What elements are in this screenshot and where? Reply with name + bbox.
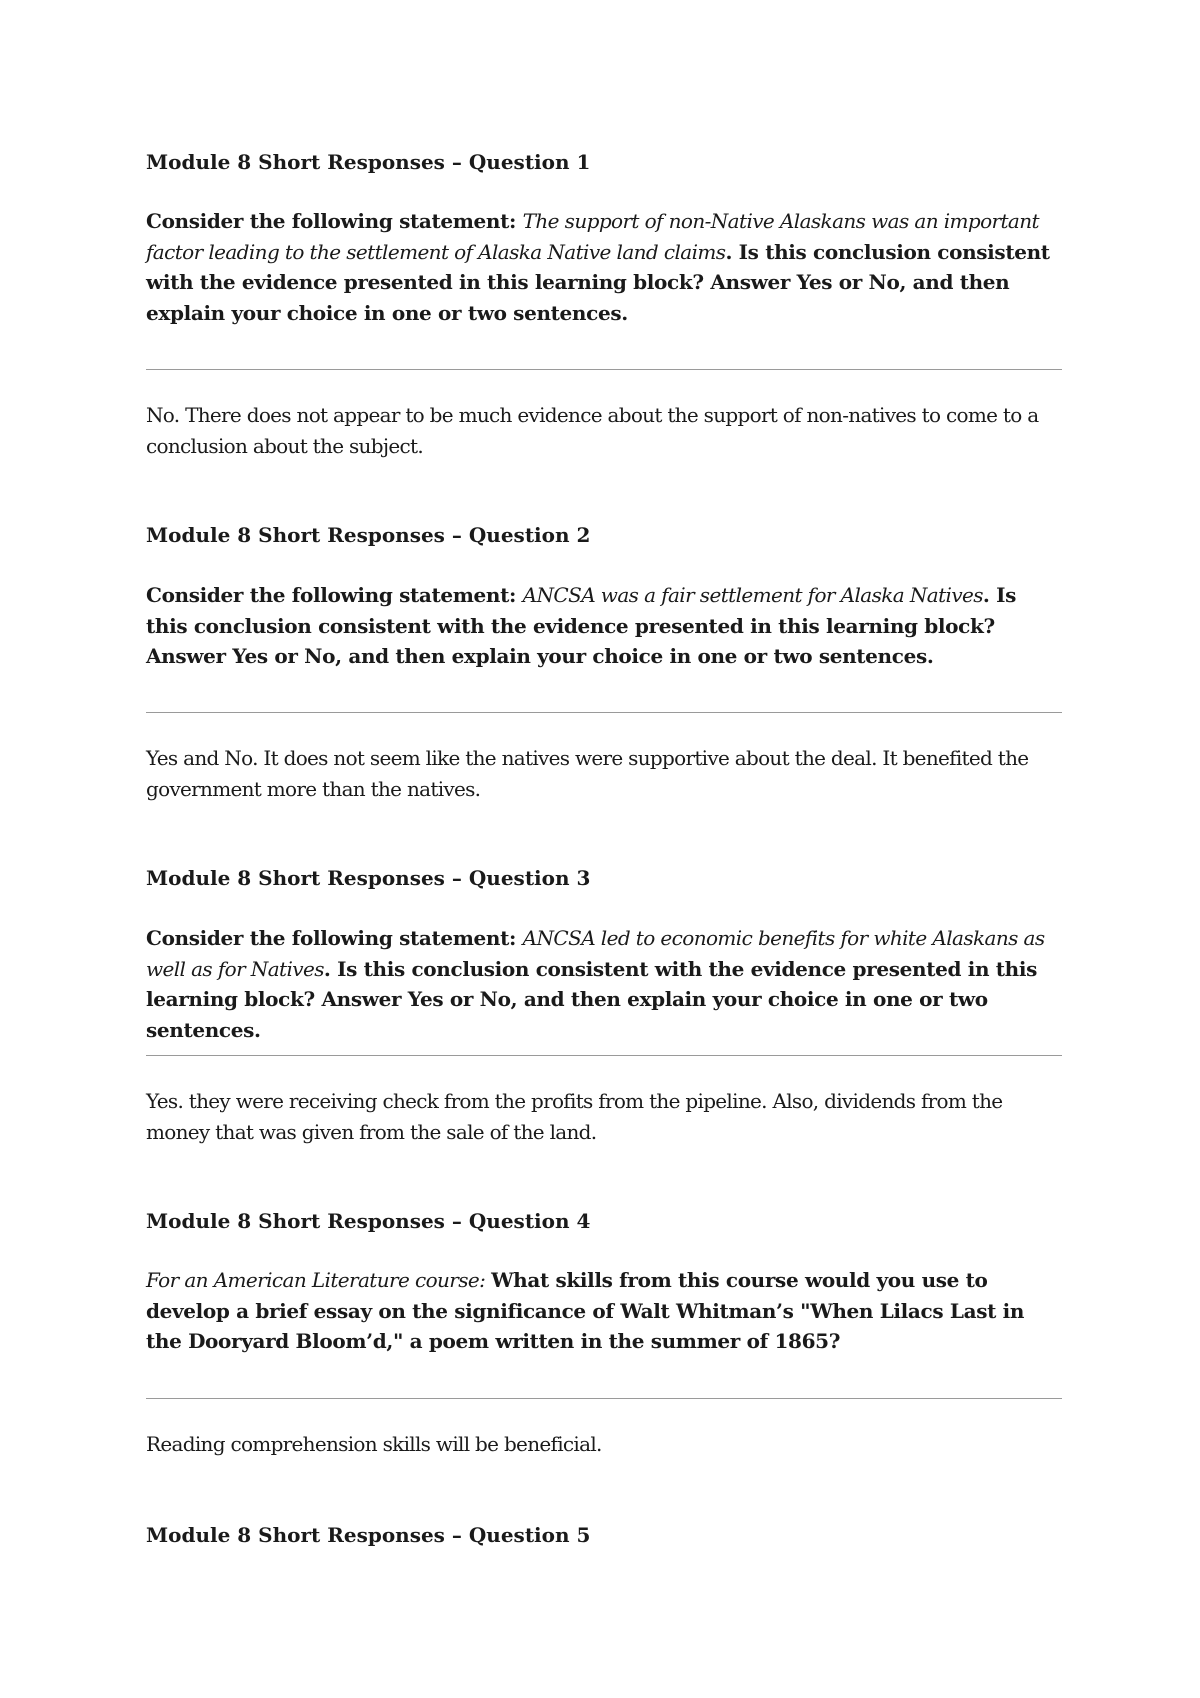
question-4-heading: Module 8 Short Responses – Question 4	[146, 1209, 591, 1233]
question-3-text	[146, 923, 1062, 1045]
question-4-statement: For an American Literature course:	[146, 1268, 492, 1292]
question-2-statement: ANCSA was a fair settlement for Alaska Natives	[522, 583, 983, 607]
question-4-text	[146, 1265, 1062, 1357]
question-1-answer: No. There does not appear to be much evidence about the support of non-natives to come to a conclusion about the subject.	[146, 403, 1039, 458]
question-5-heading: Module 8 Short Responses – Question 5	[146, 1523, 591, 1547]
question-2-heading: Module 8 Short Responses – Question 2	[146, 523, 591, 547]
question-3-statement: ANCSA led to economic benefits for white Alaskans as well as for Natives	[146, 926, 1045, 981]
question-3-heading: Module 8 Short Responses – Question 3	[146, 866, 591, 890]
question-1-prompt: . Is this conclusion consistent with the evidence presented in this learning block? Answer Yes or No, and then explain your choice in one or two sentences.	[146, 239, 1050, 325]
answer-1-divider	[146, 369, 1062, 370]
question-1-lead: Consider the following statement:	[146, 209, 523, 233]
question-3-answer: Yes. they were receiving check from the profits from the pipeline. Also, dividends from the money that was given from the sale of the land.	[146, 1089, 1003, 1144]
question-1-heading: Module 8 Short Responses – Question 1	[146, 150, 591, 174]
answer-4-divider	[146, 1398, 1062, 1399]
answer-2-divider	[146, 712, 1062, 713]
question-1-text	[146, 206, 1062, 328]
question-4-prompt: What skills from this course would you use to develop a brief essay on the significance of Walt Whitman’s "When Lilacs Last in the Dooryard Bloom’d," a poem written in the summer of 1865?	[146, 1268, 1025, 1353]
question-2-text	[146, 580, 1062, 672]
question-4-answer: Reading comprehension skills will be beneficial.	[146, 1432, 602, 1456]
question-3-lead: Consider the following statement:	[146, 926, 523, 950]
question-3-prompt: . Is this conclusion consistent with the evidence presented in this learning block? Answer Yes or No, and then explain your choice in one or two sentences.	[146, 956, 1037, 1042]
question-1-statement: The support of non-Native Alaskans was an important factor leading to the settlement of Alaska Native land claims	[146, 209, 1039, 264]
answer-3-divider	[146, 1055, 1062, 1056]
question-2-prompt: . Is this conclusion consistent with the evidence presented in this learning block? Answer Yes or No, and then explain your choice in one or two sentences.	[146, 583, 1017, 668]
question-2-lead: Consider the following statement:	[146, 583, 523, 607]
question-2-answer: Yes and No. It does not seem like the natives were supportive about the deal. It benefited the government more than the natives.	[146, 746, 1029, 801]
